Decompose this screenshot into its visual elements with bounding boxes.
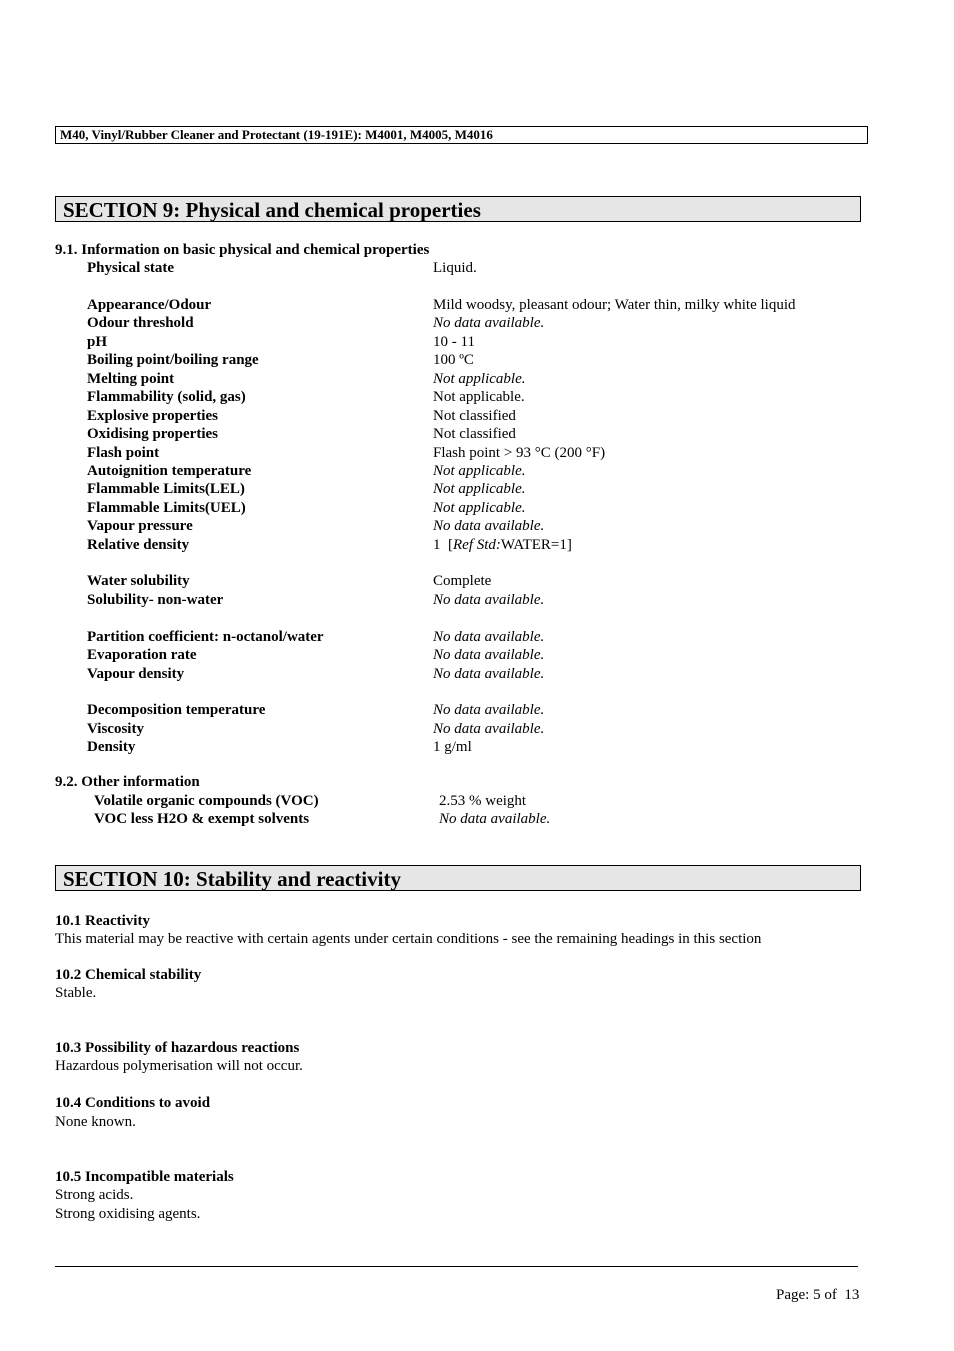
prop-value-autoignition: Not applicable. (433, 463, 526, 479)
section-10-2-heading: 10.2 Chemical stability (55, 967, 202, 983)
prop-value-flash-point: Flash point > 93 °C (200 °F) (433, 445, 606, 461)
page-total: 13 (844, 1287, 860, 1303)
prop-value-evaporation-rate: No data available. (433, 647, 545, 663)
prop-value-vapour-density: No data available. (433, 666, 545, 682)
prop-label-explosive: Explosive properties (87, 408, 218, 424)
prop-value-odour-threshold: No data available. (433, 315, 545, 331)
prop-value-partition-coefficient: No data available. (433, 629, 545, 645)
page-number (776, 1286, 859, 1304)
relative-density-ref-value: WATER=1 (500, 537, 567, 553)
section-10-5-text-1: Strong acids. (55, 1187, 134, 1203)
other-value-voc-less-h2o: No data available. (439, 811, 551, 827)
section-9-title: SECTION 9: Physical and chemical properties (55, 196, 861, 222)
prop-value-ph: 10 - 11 (433, 334, 475, 350)
document-header: M40, Vinyl/Rubber Cleaner and Protectant (19-191E): M4001, M4005, M4016 (55, 126, 868, 144)
section-10-4-text: None known. (55, 1114, 136, 1130)
prop-label-autoignition: Autoignition temperature (87, 463, 252, 479)
section-10-1-text: This material may be reactive with certain agents under certain conditions - see the remaining headings in this section (55, 931, 762, 947)
other-label-voc: Volatile organic compounds (VOC) (94, 793, 319, 809)
prop-label-relative-density: Relative density (87, 537, 190, 553)
section-10-3-heading: 10.3 Possibility of hazardous reactions (55, 1040, 300, 1056)
prop-label-evaporation-rate: Evaporation rate (87, 647, 197, 663)
prop-value-viscosity: No data available. (433, 721, 545, 737)
other-label-voc-less-h2o: VOC less H2O & exempt solvents (94, 811, 310, 827)
prop-label-water-solubility: Water solubility (87, 573, 190, 589)
prop-label-melting-point: Melting point (87, 371, 175, 387)
prop-label-viscosity: Viscosity (87, 721, 144, 737)
prop-value-vapour-pressure: No data available. (433, 518, 545, 534)
section-10-title: SECTION 10: Stability and reactivity (55, 865, 861, 891)
prop-label-ph: pH (87, 334, 108, 350)
section-10-5-text-2: Strong oxidising agents. (55, 1206, 201, 1222)
section-10-4-heading: 10.4 Conditions to avoid (55, 1095, 211, 1111)
prop-label-flash-point: Flash point (87, 445, 160, 461)
prop-value-melting-point: Not applicable. (433, 371, 526, 387)
prop-value-oxidising: Not classified (433, 426, 516, 442)
prop-label-oxidising: Oxidising properties (87, 426, 218, 442)
prop-label-vapour-density: Vapour density (87, 666, 185, 682)
prop-value-uel: Not applicable. (433, 500, 526, 516)
prop-label-appearance: Appearance/Odour (87, 297, 212, 313)
section-10-5-heading: 10.5 Incompatible materials (55, 1169, 234, 1185)
prop-value-appearance: Mild woodsy, pleasant odour; Water thin, milky white liquid (433, 297, 796, 313)
prop-value-lel: Not applicable. (433, 481, 526, 497)
page-label: Page: 5 of (776, 1287, 837, 1303)
prop-label-decomposition: Decomposition temperature (87, 702, 266, 718)
prop-value-explosive: Not classified (433, 408, 516, 424)
prop-value-decomposition: No data available. (433, 702, 545, 718)
prop-label-density: Density (87, 739, 136, 755)
prop-value-water-solubility: Complete (433, 573, 492, 589)
relative-density-number: 1 (433, 537, 441, 553)
prop-label-odour-threshold: Odour threshold (87, 315, 194, 331)
section-10-1-heading: 10.1 Reactivity (55, 913, 150, 929)
section-10-3-text: Hazardous polymerisation will not occur. (55, 1058, 303, 1074)
prop-label-vapour-pressure: Vapour pressure (87, 518, 193, 534)
prop-value-relative-density: 1 [Ref Std:WATER=1] (433, 537, 572, 553)
prop-value-physical-state: Liquid. (433, 260, 477, 276)
other-value-voc: 2.53 % weight (439, 793, 527, 809)
prop-label-solubility-non-water: Solubility- non-water (87, 592, 224, 608)
prop-label-boiling-point: Boiling point/boiling range (87, 352, 259, 368)
relative-density-ref-label: Ref Std: (453, 537, 501, 553)
subsection-9-2-title: 9.2. Other information (55, 774, 200, 790)
subsection-9-1-title: 9.1. Information on basic physical and chemical properties (55, 242, 430, 258)
prop-label-flammability: Flammability (solid, gas) (87, 389, 246, 405)
prop-label-lel: Flammable Limits(LEL) (87, 481, 245, 497)
prop-value-density: 1 g/ml (433, 739, 472, 755)
section-10-2-text: Stable. (55, 985, 97, 1001)
footer-rule (55, 1266, 858, 1267)
prop-value-boiling-point: 100 ºC (433, 352, 474, 368)
prop-label-partition-coefficient: Partition coefficient: n-octanol/water (87, 629, 324, 645)
prop-label-physical-state: Physical state (87, 260, 175, 276)
prop-value-solubility-non-water: No data available. (433, 592, 545, 608)
prop-label-uel: Flammable Limits(UEL) (87, 500, 246, 516)
prop-value-flammability: Not applicable. (433, 389, 525, 405)
